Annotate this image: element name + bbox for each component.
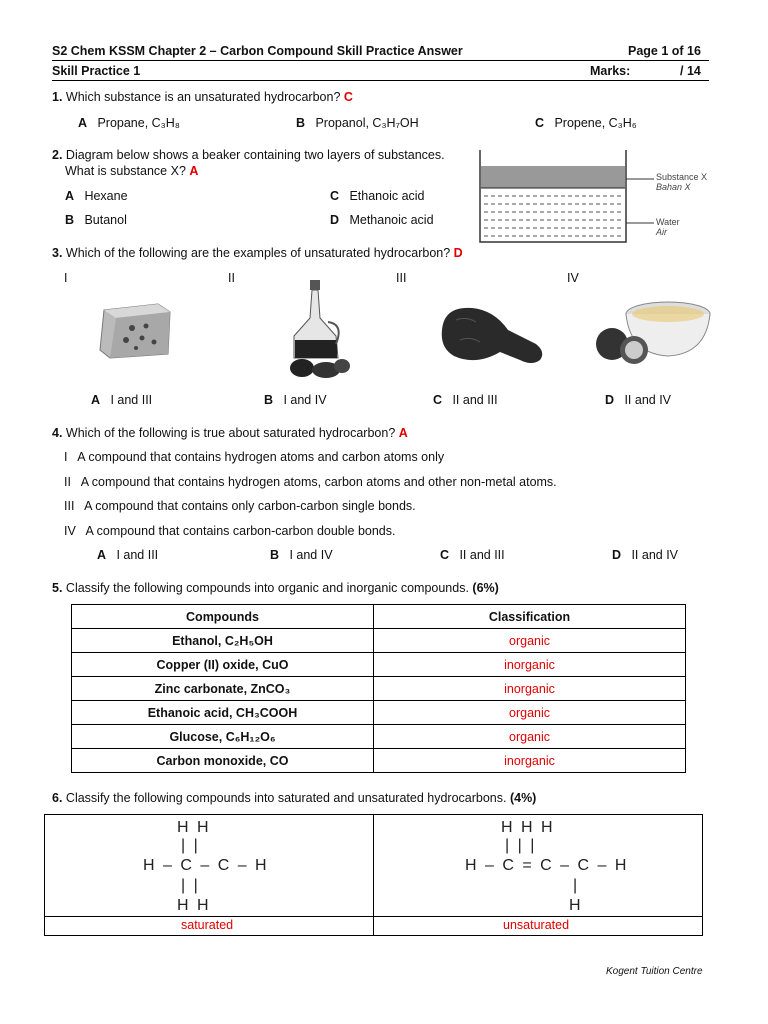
- bowl-and-coconut-image: [594, 296, 712, 372]
- compound-cell: Ethanoic acid, CH₃COOH: [72, 701, 374, 725]
- classification-cell: organic: [374, 701, 686, 725]
- q4-option-d: D II and IV: [612, 548, 679, 562]
- q4-statement-iv: IV A compound that contains carbon-carbon double bonds.: [64, 524, 396, 538]
- numeral-iv: IV: [567, 271, 579, 285]
- numeral-i: I: [64, 271, 68, 285]
- answer-q3: D: [453, 246, 463, 260]
- beaker-diagram: [476, 146, 716, 246]
- q2-option-d: D Methanoic acid: [330, 213, 434, 227]
- q3-option-a: A I and III: [91, 393, 153, 407]
- oil-bottle-image: [282, 278, 352, 382]
- compound-cell: Carbon monoxide, CO: [72, 749, 374, 773]
- table-row: [72, 653, 686, 677]
- table-row: [72, 677, 686, 701]
- question-3: 3. Which of the following are the examples of unsaturated hydrocarbon? D: [52, 246, 463, 260]
- table-row: [72, 629, 686, 653]
- question-2: 2. Diagram below shows a beaker containing two layers of substances.: [52, 148, 445, 162]
- q2-option-a: A Hexane: [65, 189, 128, 203]
- q1-option-b: B Propanol, C₃H₇OH: [296, 116, 419, 130]
- question-5: 5. Classify the following compounds into organic and inorganic compounds. (6%): [52, 581, 499, 595]
- propene-row4: |: [573, 877, 580, 894]
- document-title: S2 Chem KSSM Chapter 2 – Carbon Compound Skill Practice Answer: [52, 44, 463, 58]
- propene-row5: H: [569, 897, 583, 914]
- q1-option-a: A Propane, C₃H₈: [78, 116, 180, 130]
- compound-cell: Glucose, C₆H₁₂O₆: [72, 725, 374, 749]
- q2-option-b: B Butanol: [65, 213, 127, 227]
- ethane-row1: H H: [177, 819, 211, 836]
- marks-label: Marks:: [590, 64, 631, 78]
- classification-table: [71, 604, 686, 773]
- header-rule: [52, 60, 709, 61]
- table-row: [72, 701, 686, 725]
- margarine-block-image: [96, 300, 174, 360]
- q1-option-c: C Propene, C₃H₆: [535, 116, 637, 130]
- header-compounds: Compounds: [72, 605, 374, 629]
- propene-row2: | | |: [505, 837, 537, 854]
- q4-statement-i: I A compound that contains hydrogen atoms and carbon atoms only: [64, 450, 445, 464]
- answer-saturated: saturated: [181, 918, 234, 932]
- compound-cell: Copper (II) oxide, CuO: [72, 653, 374, 677]
- classification-cell: inorganic: [374, 749, 686, 773]
- q3-option-d: D II and IV: [605, 393, 672, 407]
- classification-cell: inorganic: [374, 653, 686, 677]
- label-water: Water: [656, 217, 680, 227]
- answer-q2: A: [189, 164, 199, 178]
- ethane-row4: | |: [181, 877, 200, 894]
- question-1: 1. Which substance is an unsaturated hydrocarbon? C: [52, 90, 353, 104]
- q4-option-b: B I and IV: [270, 548, 333, 562]
- q4-option-a: A I and III: [97, 548, 159, 562]
- table-row: [72, 725, 686, 749]
- answer-q1: C: [343, 90, 353, 104]
- numeral-iii: III: [396, 271, 407, 285]
- q4-option-c: C II and III: [440, 548, 505, 562]
- section-rule: [52, 80, 709, 81]
- q2-option-c: C Ethanoic acid: [330, 189, 425, 203]
- marks-total: / 14: [680, 64, 701, 78]
- table-header-row: [72, 605, 686, 629]
- label-substance-x: Substance X: [656, 172, 708, 182]
- answer-q4: A: [398, 426, 408, 440]
- label-bahan-x: Bahan X: [656, 182, 691, 192]
- table-row: [72, 749, 686, 773]
- label-air: Air: [656, 227, 667, 237]
- page-number: Page 1 of 16: [628, 44, 701, 58]
- chicken-drumstick-image: [436, 300, 548, 372]
- compound-cell: Ethanol, C₂H₅OH: [72, 629, 374, 653]
- classification-cell: inorganic: [374, 677, 686, 701]
- section-title: Skill Practice 1: [52, 64, 141, 78]
- propene-row1: H H H: [501, 819, 555, 836]
- numeral-ii: II: [228, 271, 235, 285]
- footer-label: Kogent Tuition Centre: [606, 966, 703, 977]
- q4-statement-iii: III A compound that contains only carbon-carbon single bonds.: [64, 499, 416, 513]
- q3-option-c: C II and III: [433, 393, 498, 407]
- classification-cell: organic: [374, 725, 686, 749]
- propene-row3: H – C = C – C – H: [465, 857, 629, 874]
- ethane-row3: H – C – C – H: [143, 857, 269, 874]
- answer-unsaturated: unsaturated: [503, 918, 570, 932]
- structure-table: [44, 814, 703, 936]
- question-2-line2: What is substance X? A: [65, 164, 199, 178]
- q3-option-b: B I and IV: [264, 393, 327, 407]
- compound-cell: Zinc carbonate, ZnCO₃: [72, 677, 374, 701]
- classification-cell: organic: [374, 629, 686, 653]
- ethane-row5: H H: [177, 897, 211, 914]
- ethane-row2: | |: [181, 837, 200, 854]
- question-6: 6. Classify the following compounds into saturated and unsaturated hydrocarbons. (4%): [52, 791, 537, 805]
- header-classification: Classification: [374, 605, 686, 629]
- question-4: 4. Which of the following is true about saturated hydrocarbon? A: [52, 426, 408, 440]
- q4-statement-ii: II A compound that contains hydrogen atoms, carbon atoms and other non-metal atoms.: [64, 475, 557, 489]
